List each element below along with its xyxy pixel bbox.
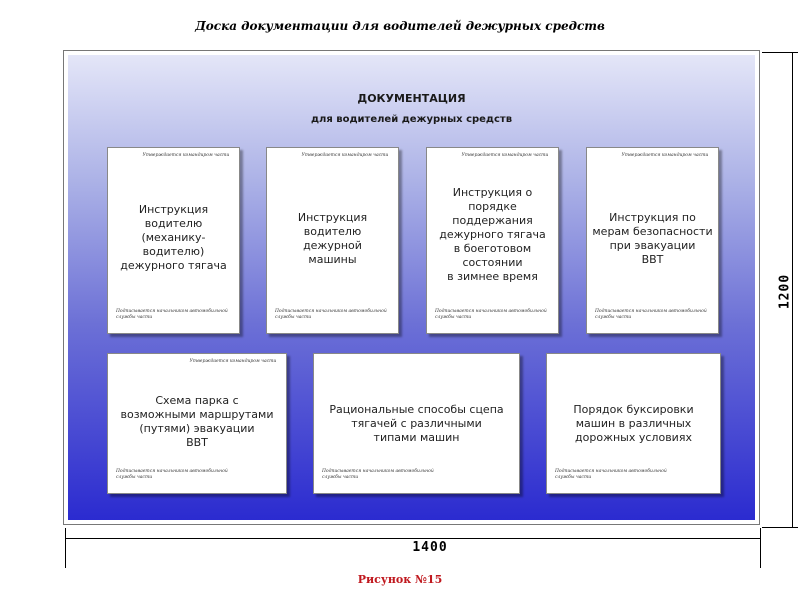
figure-caption: Рисунок №15 [357, 573, 443, 586]
height-dimension-label: 1200 [777, 273, 793, 310]
width-dimension-label: 1400 [412, 540, 448, 555]
approve-note: Утверждается командиром части [142, 153, 230, 158]
width-dimension-tick-left [65, 528, 66, 568]
width-dimension-tick-right [760, 528, 761, 568]
document-card [546, 353, 721, 494]
signed-note: Подписывается начальником автомобильной службы части [322, 469, 434, 480]
width-dimension-line [65, 538, 760, 539]
document-title: Инструкция по мерам безопасности при эвакуации ВВТ [592, 211, 713, 266]
approve-note: Утверждается командиром части [301, 153, 389, 158]
document-title: Инструкция водителю дежурной машины [297, 211, 368, 266]
board-subtitle: для водителей дежурных средств [310, 114, 513, 125]
document-title: Схема парка с возможными маршрутами (путями) эвакуации ВВТ [120, 394, 274, 449]
document-card [266, 147, 399, 334]
document-card [426, 147, 559, 334]
document-title: Инструкция о порядке поддержания дежурного тягача в боеготовом состоянии в зимнее время [439, 186, 546, 283]
document-title: Порядок буксировки машин в различных дорожных условиях [573, 403, 694, 444]
document-title: Рациональные способы сцепа тягачей с различными типами машин [329, 403, 504, 444]
signed-note: Подписывается начальником автомобильной службы части [555, 469, 667, 480]
signed-note: Подписывается начальником автомобильной службы части [116, 469, 228, 480]
signed-note: Подписывается начальником автомобильной службы части [275, 309, 387, 320]
document-title: Инструкция водителю (механику- водителю) дежурного тягача [120, 203, 227, 272]
page-title: Доска документации для водителей дежурных средств [195, 19, 605, 33]
approve-note: Утверждается командиром части [189, 359, 277, 364]
height-dimension-tick-bottom [762, 527, 798, 528]
document-card [313, 353, 520, 494]
signed-note: Подписывается начальником автомобильной службы части [595, 309, 707, 320]
document-card [586, 147, 719, 334]
signed-note: Подписывается начальником автомобильной службы части [116, 309, 228, 320]
document-card [107, 147, 240, 334]
board-title: ДОКУМЕНТАЦИЯ [357, 92, 466, 105]
approve-note: Утверждается командиром части [461, 153, 549, 158]
height-dimension-tick-top [762, 52, 798, 53]
document-card [107, 353, 287, 494]
approve-note: Утверждается командиром части [621, 153, 709, 158]
signed-note: Подписывается начальником автомобильной службы части [435, 309, 547, 320]
